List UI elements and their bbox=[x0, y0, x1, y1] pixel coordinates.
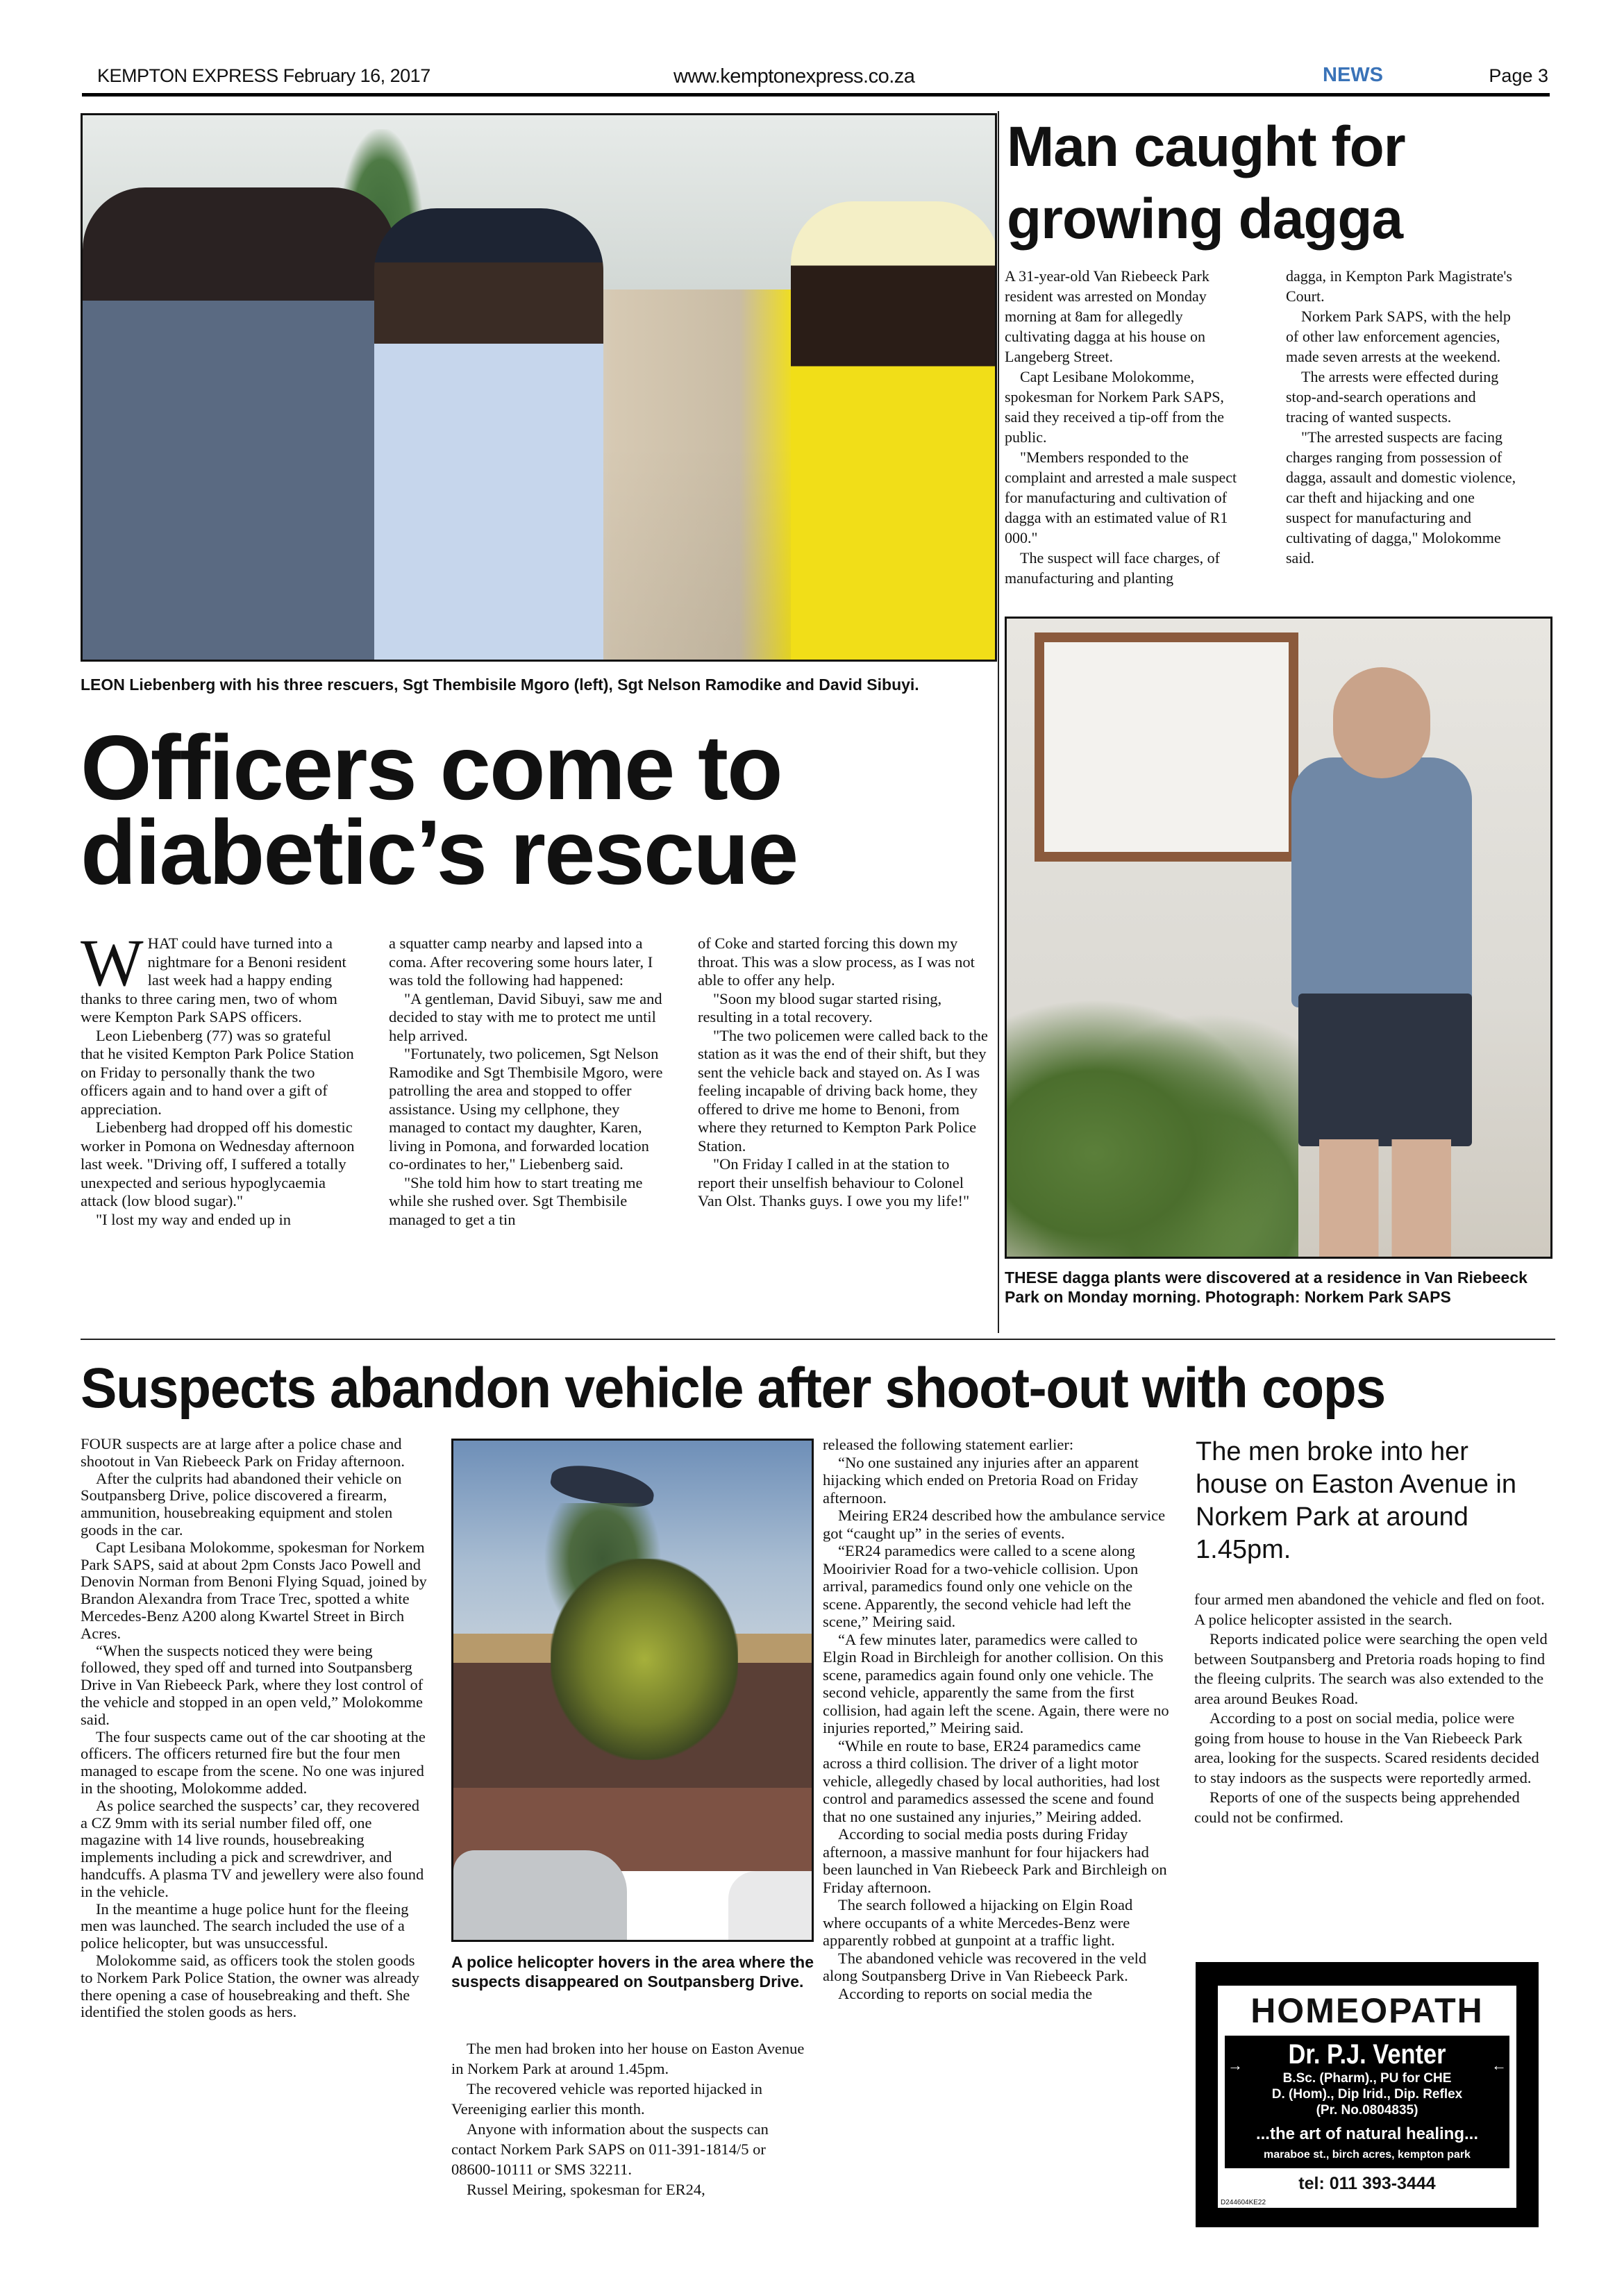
rescue-paragraph: "A gentleman, David Sibuyi, saw me and decided to stay with me to protect me until help arrived. bbox=[389, 989, 662, 1044]
suspects-paragraph: four armed men abandoned the vehicle and fled on foot. A police helicopter assisted in the search. bbox=[1194, 1591, 1545, 1628]
column-divider bbox=[998, 111, 999, 1333]
arrow-right-icon: → bbox=[1228, 2056, 1243, 2074]
website-link[interactable]: www.kemptonexpress.co.za bbox=[673, 65, 915, 87]
photo-suspect-body bbox=[1291, 757, 1472, 1007]
rescue-paragraph: "Soon my blood sugar started rising, resulting in a total recovery. bbox=[698, 989, 942, 1025]
drop-cap: W bbox=[81, 925, 144, 1000]
suspects-paragraph: “A few minutes later, paramedics were called to Elgin Road in Birchleigh for another collision. On this scene, paramedics again found only one vehicle. The second vehicle, apparently the same from the first collision, had again left the scene. Again, there were no injuries reported,” Meiring said. bbox=[823, 1630, 1169, 1736]
suspects-paragraph: “When the suspects noticed they were being followed, they sped off and turned into Soutpansberg Drive in Van Riebeeck Park, where they lost control of the vehicle and stopped in an open veld,” Molokomme said. bbox=[81, 1641, 424, 1728]
rescue-column-2 bbox=[389, 935, 667, 1229]
rescue-paragraph: WHAT could have turned into a nightmare for a Benoni resident last week had a happy ending thanks to three caring men, two of whom were Kempton Park SAPS officers. bbox=[81, 925, 346, 1025]
suspects-paragraph: Anyone with information about the suspects can contact Norkem Park SAPS on 011-391-1814/5 or 08600-10111 or SMS 32211. bbox=[451, 2120, 769, 2178]
suspects-paragraph: Reports indicated police were searching the open veld between Soutpansberg and Pretoria roads hoping to find the fleeing culprits. The search was also extended to the area around Beukes Road. bbox=[1194, 1630, 1548, 1707]
suspects-column-4 bbox=[1194, 1590, 1548, 1827]
dagga-paragraph: Capt Lesibane Molokomme, spokesman for Norkem Park SAPS, said they received a tip-off from the public. bbox=[1005, 368, 1225, 446]
dagga-paragraph: Norkem Park SAPS, with the help of other law enforcement agencies, made seven arrests at the weekend. bbox=[1286, 308, 1511, 365]
suspects-paragraph: Reports of one of the suspects being apprehended could not be confirmed. bbox=[1194, 1788, 1520, 1826]
suspects-column-1 bbox=[81, 1436, 428, 2021]
rescue-paragraph: "I lost my way and ended up in bbox=[96, 1210, 292, 1228]
rescue-paragraph: "The two policemen were called back to the station as it was the end of their shift, but they sent the vehicle back and stayed on. As I was feeling incapable of driving back home, they offered to drive me home to Benoni, from where they returned to Kempton Park Police Station. bbox=[698, 1026, 988, 1155]
photo-elderly-man bbox=[583, 229, 819, 660]
suspects-paragraph: In the meantime a huge police hunt for the fleeing men was launched. The search included the use of a police helicopter, but was unsuccessful. bbox=[81, 1900, 409, 1952]
helicopter-photo-caption: A police helicopter hovers in the area where the suspects disappeared on Soutpansberg Drive. bbox=[451, 1953, 814, 1991]
photo-suspect-head bbox=[1333, 667, 1430, 778]
dagga-paragraph: "The arrested suspects are facing charges ranging from possession of dagga, assault and domestic violence, car theft and hijacking and one suspect for manufacturing and cultivating of dagga," Molokomme said. bbox=[1286, 428, 1516, 567]
advert-title: HOMEOPATH bbox=[1250, 1991, 1484, 2030]
photo-suspect-legs bbox=[1319, 1139, 1451, 1257]
masthead bbox=[76, 60, 1555, 94]
photo-white-car bbox=[728, 1871, 812, 1942]
helicopter-photo bbox=[451, 1439, 814, 1942]
suspects-column-3 bbox=[823, 1436, 1170, 2002]
suspects-paragraph: Russel Meiring, spokesman for ER24, bbox=[467, 2181, 705, 2198]
section-label: NEWS bbox=[1323, 64, 1383, 86]
rescue-column-3 bbox=[698, 935, 989, 1211]
suspects-column-2 bbox=[451, 2038, 814, 2199]
suspects-paragraph: According to a post on social media, police were going from house to house in the Van Riebeeck Park area, looking for the suspects. Scared residents decided to stay indoors as the suspects were reportedly armed. bbox=[1194, 1709, 1539, 1786]
suspects-paragraph: The four suspects came out of the car shooting at the officers. The officers returned fire but the four men managed to escape from the scene. No one was injured in the shooting, Molokomme added. bbox=[81, 1727, 426, 1797]
rescue-paragraph: Leon Liebenberg (77) was so grateful that he visited Kempton Park Police Station on Friday to personally thank the two officers again and to hand over a gift of appreciation. bbox=[81, 1026, 354, 1118]
advert-address: maraboe st., birch acres, kempton park bbox=[1264, 2149, 1471, 2161]
suspects-paragraph: Capt Lesibana Molokomme, spokesman for Norkem Park SAPS, said at about 2pm Consts Jaco Powell and Denovin Norman from Benoni Flying Squad, joined by Brandon Alexandra from Trace Trec, spotted a white Mercedes-Benz A200 along Kwartel Street in Birch Acres. bbox=[81, 1538, 427, 1642]
suspects-paragraph: Meiring ER24 described how the ambulance service got “caught up” in the series of events. bbox=[823, 1507, 1166, 1542]
photo-tree bbox=[551, 1559, 738, 1760]
advert-panel bbox=[1218, 1986, 1516, 2208]
rescue-column-1 bbox=[81, 925, 358, 1229]
advert-qualifications: B.Sc. (Pharm)., PU for CHE bbox=[1282, 2071, 1452, 2086]
suspects-paragraph: After the culprits had abandoned their vehicle on Soutpansberg Drive, police discovered a firearm, ammunition, housebreaking equipment and stolen goods in the car. bbox=[81, 1469, 402, 1539]
pull-quote: The men broke into her house on Easton Avenue in Norkem Park at around 1.45pm. bbox=[1196, 1437, 1517, 1564]
suspects-paragraph: “While en route to base, ER24 paramedics came across a third collision. The driver of a light motor vehicle, allegedly chased by local authorities, had lost control and paramedics assessed the scene and found that no one sustained any injuries,” Meiring added. bbox=[823, 1736, 1160, 1825]
dagga-paragraph: dagga, in Kempton Park Magistrate's Court. bbox=[1286, 267, 1512, 305]
suspects-paragraph: FOUR suspects are at large after a police chase and shootout in Van Riebeeck Park on Friday afternoon. bbox=[81, 1435, 405, 1470]
homeopath-advert bbox=[1196, 1962, 1539, 2227]
rescue-paragraph: Liebenberg had dropped off his domestic worker in Pomona on Wednesday afternoon last week. "Driving off, I suffered a totally unexpected and serious hypoglycaemia attack (low blood sugar)." bbox=[81, 1118, 355, 1209]
suspects-paragraph: The men had broken into her house on Easton Avenue in Norkem Park at around 1.45pm. bbox=[451, 2040, 805, 2077]
advert-details-box bbox=[1225, 2036, 1509, 2168]
rescuers-photo bbox=[81, 113, 997, 662]
advert-code: D244604KE22 bbox=[1221, 2199, 1266, 2206]
dagga-column-2 bbox=[1286, 266, 1522, 568]
suspects-paragraph: According to social media posts during Friday afternoon, a massive manhunt for four hijackers had been launched in Van Riebeeck Park and Birchleigh on Friday afternoon. bbox=[823, 1825, 1167, 1896]
dagga-column-1 bbox=[1005, 266, 1241, 588]
suspects-paragraph: “No one sustained any injuries after an apparent hijacking which ended on Pretoria Road on Friday afternoon. bbox=[823, 1453, 1139, 1507]
suspects-paragraph: The recovered vehicle was reported hijacked in Vereeniging earlier this month. bbox=[451, 2080, 763, 2118]
advert-qualifications: D. (Hom)., Dip Irid., Dip. Reflex bbox=[1271, 2087, 1463, 2102]
photo-officer-middle bbox=[374, 208, 603, 660]
dagga-paragraph: The arrests were effected during stop-and-search operations and tracing of wanted suspects. bbox=[1286, 368, 1499, 426]
dagga-plants-photo bbox=[1005, 617, 1552, 1259]
dagga-paragraph: The suspect will face charges, of manufacturing and planting bbox=[1005, 549, 1220, 587]
section-divider bbox=[81, 1339, 1555, 1340]
suspects-paragraph: The abandoned vehicle was recovered in the veld along Soutpansberg Drive in Van Riebeeck Park. bbox=[823, 1949, 1147, 1984]
masthead-divider bbox=[82, 93, 1550, 97]
rescue-headline: Officers come to diabetic’s rescue bbox=[81, 717, 798, 903]
suspects-paragraph: “ER24 paramedics were called to a scene along Mooirivier Road for a two-vehicle collision. Upon arrival, paramedics found only one vehicle on the scene. Apparently, the second vehicle had left the scene,” Meiring said. bbox=[823, 1542, 1139, 1630]
photo-dagga-plants bbox=[1007, 987, 1298, 1259]
photo-notice-board bbox=[1035, 632, 1298, 862]
photo-man-yellow-shirt bbox=[791, 201, 997, 660]
rescue-paragraph: "She told him how to start treating me while she rushed over. Sgt Thembisile managed to get a tin bbox=[389, 1173, 643, 1228]
rescuers-photo-caption: LEON Liebenberg with his three rescuers, Sgt Thembisile Mgoro (left), Sgt Nelson Ramodike and David Sibuyi. bbox=[81, 676, 919, 694]
dagga-headline: Man caught for growing dagga bbox=[1007, 115, 1405, 251]
rescue-paragraph: a squatter camp nearby and lapsed into a coma. After recovering some hours later, I was told the following had happened: bbox=[389, 935, 653, 989]
suspects-paragraph: Molokomme said, as officers took the stolen goods to Norkem Park Police Station, the owner was already there opening a case of housebreaking and theft. She identified the stolen goods as hers. bbox=[81, 1951, 420, 2021]
rescue-paragraph: of Coke and started forcing this down my throat. This was a slow process, as I was not able to offer any help. bbox=[698, 935, 975, 989]
advert-telephone: tel: 011 393-3444 bbox=[1298, 2174, 1436, 2193]
page-number: Page 3 bbox=[1489, 65, 1548, 86]
photo-suspect-shorts bbox=[1298, 994, 1472, 1146]
photo-officer-left bbox=[83, 187, 395, 660]
dagga-paragraph: A 31-year-old Van Riebeeck Park resident was arrested on Monday morning at 8am for allegedly cultivating dagga at his house on Langeberg Street. bbox=[1005, 267, 1209, 365]
advert-practice-number: (Pr. No.0804835) bbox=[1316, 2103, 1418, 2118]
rescue-paragraph: "On Friday I called in at the station to report their unselfish behaviour to Colonel Van Olst. Thanks guys. I owe you my life!" bbox=[698, 1155, 970, 1209]
suspects-paragraph: released the following statement earlier: bbox=[823, 1436, 1074, 1453]
suspects-paragraph: The search followed a hijacking on Elgin Road where occupants of a white Mercedes-Benz were apparently robbed at gunpoint at a traffic light. bbox=[823, 1896, 1133, 1949]
suspects-headline: Suspects abandon vehicle after shoot-out with cops bbox=[81, 1357, 1385, 1420]
publication-date: KEMPTON EXPRESS February 16, 2017 bbox=[97, 65, 430, 86]
photo-silver-car bbox=[453, 1850, 627, 1942]
rescue-paragraph: "Fortunately, two policemen, Sgt Nelson Ramodike and Sgt Thembisile Mgoro, were patrolling the area and stopped to offer assistance. Using my cellphone, they managed to contact my daughter, Karen, living in Pomona, and forwarded location co-ordinates to her," Liebenberg said. bbox=[389, 1045, 663, 1173]
dagga-photo-caption: THESE dagga plants were discovered at a residence in Van Riebeeck Park on Monday morning. Photograph: Norkem Park SAPS bbox=[1005, 1268, 1527, 1306]
advert-doctor-name: Dr. P.J. Venter bbox=[1288, 2039, 1446, 2070]
advert-tagline: ...the art of natural healing... bbox=[1255, 2125, 1479, 2143]
suspects-paragraph: According to reports on social media the bbox=[838, 1984, 1093, 2002]
dagga-paragraph: "Members responded to the complaint and arrested a male suspect for manufacturing and cultivation of dagga with an estimated value of R1 000." bbox=[1005, 449, 1237, 546]
arrow-left-icon: ← bbox=[1491, 2056, 1507, 2074]
suspects-paragraph: As police searched the suspects’ car, they recovered a CZ 9mm with its serial number filed off, one magazine with 14 live rounds, housebreaking implements including a pick and screwdriver, and handcuffs. A plasma TV and jewellery were also found in the vehicle. bbox=[81, 1796, 424, 1900]
